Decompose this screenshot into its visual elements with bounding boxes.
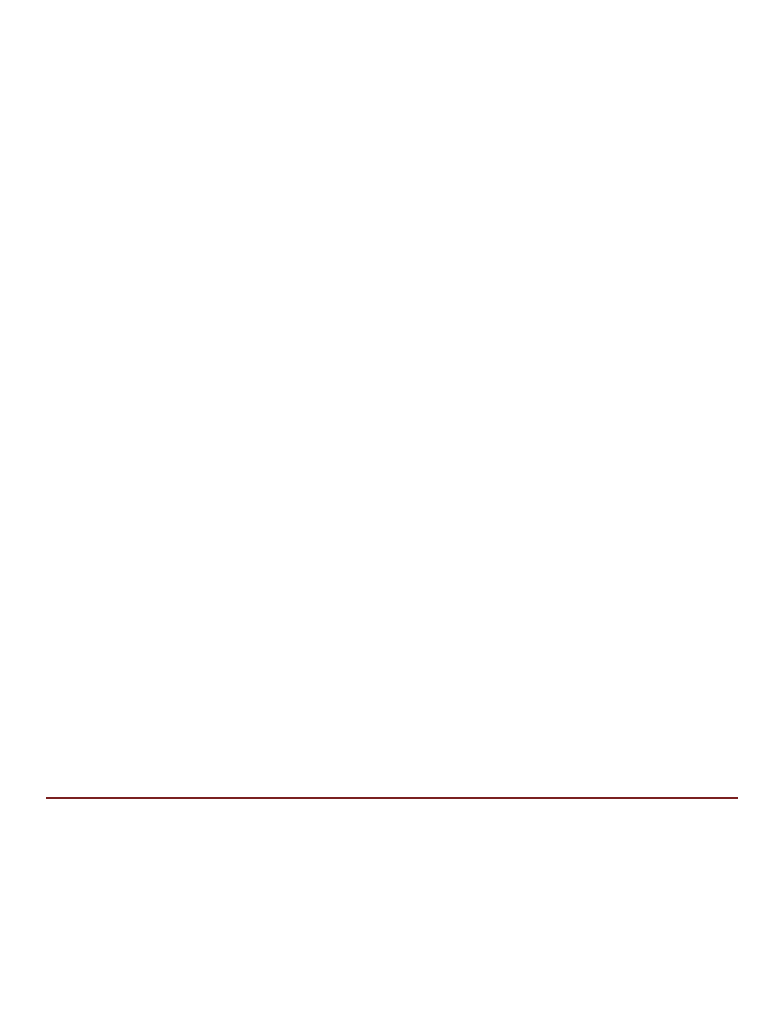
table-headers	[122, 116, 660, 130]
footer-divider	[46, 797, 738, 799]
functions-table	[122, 116, 660, 778]
